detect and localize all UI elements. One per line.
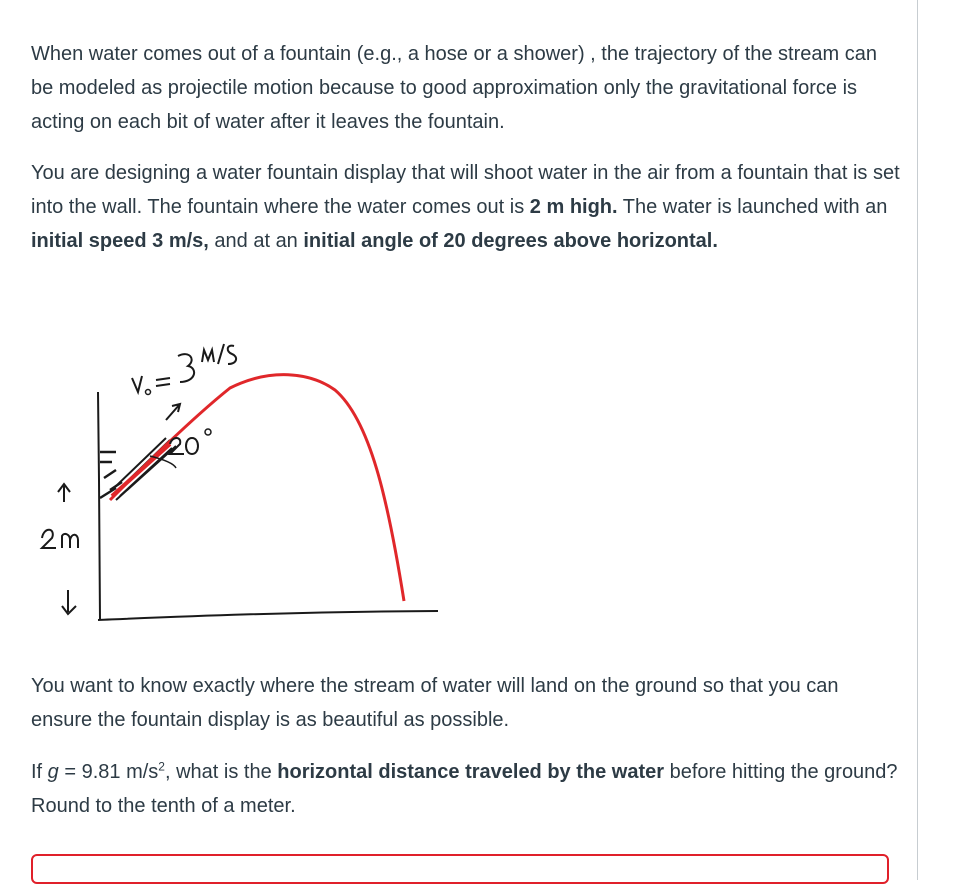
two-glyph [42, 530, 56, 548]
ground-line [98, 611, 438, 620]
setup-text-a: You are designing a water fountain display that will shoot water in the air from a fountain that is set into the wall. The fountain where the water comes out is [31, 162, 900, 218]
goal-paragraph [31, 669, 901, 737]
prompt-bold: horizontal distance traveled by the water [277, 761, 665, 783]
twenty-glyph [170, 438, 198, 454]
g-exponent: 2 [158, 759, 165, 774]
answer-input[interactable] [31, 854, 889, 884]
wall-line [98, 392, 100, 620]
intro-paragraph [31, 37, 901, 139]
g-symbol: g [47, 761, 59, 783]
prompt-paragraph [31, 755, 901, 823]
height-given: 2 m high. [529, 196, 618, 218]
intro-text: When water comes out of a fountain (e.g., a hose or a shower) , the trajectory of the stream can be modeled as projectile motion because to good approximation only the gravitational force is acting on each bit of water after it leaves the fountain. [31, 43, 877, 133]
three-glyph [178, 354, 194, 382]
m-glyph [62, 534, 78, 548]
setup-paragraph [31, 156, 901, 258]
fountain-sketch [20, 320, 460, 640]
degree-glyph [205, 429, 211, 435]
speed-given: initial speed 3 m/s, [31, 230, 209, 252]
equals-glyph [156, 378, 170, 386]
setup-text-c: The water is launched with an [617, 196, 888, 218]
goal-text: You want to know exactly where the stream of water will land on the ground so that you can ensure the fountain display is as beautiful as possible. [31, 675, 839, 731]
velocity-arrow [166, 404, 180, 420]
ms-glyph [202, 344, 236, 364]
setup-text-d: and at an [208, 230, 304, 252]
height-up-arrow [58, 484, 70, 502]
launch-segment [112, 444, 170, 496]
prompt-text-d: before hitting the ground? Round to the tenth of a meter. [31, 761, 898, 817]
height-down-arrow [62, 590, 76, 614]
prompt-text-a: If [31, 761, 48, 783]
prompt-text-c: , what is the [164, 761, 278, 783]
g-value: = 9.81 m/s [58, 761, 159, 783]
v0-glyph [132, 376, 142, 392]
water-trajectory [110, 375, 404, 601]
angle-given: initial angle of 20 degrees above horizontal. [303, 230, 718, 252]
